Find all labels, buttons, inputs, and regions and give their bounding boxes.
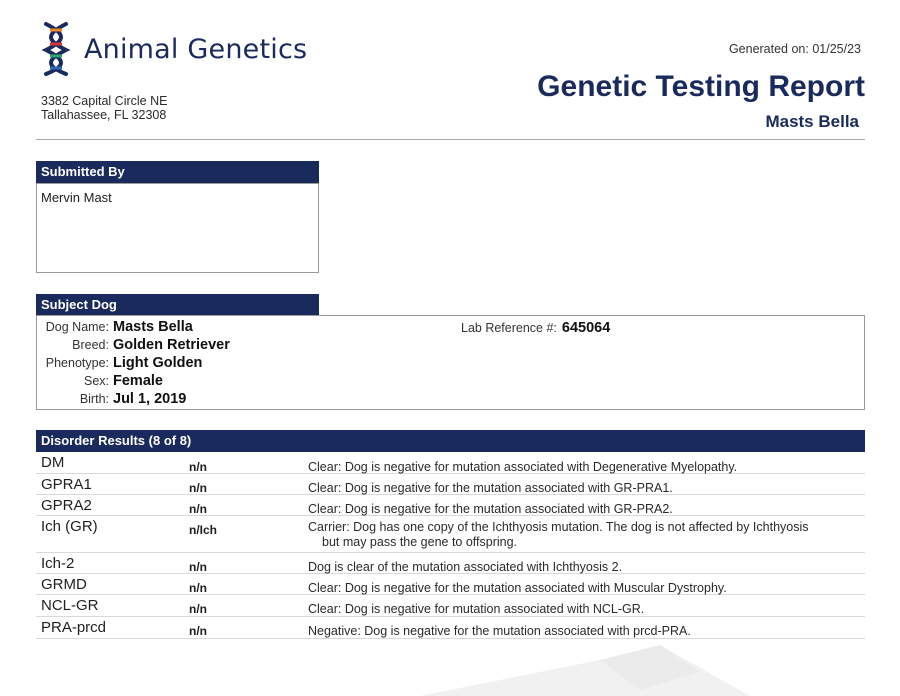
lab-reference-label: Lab Reference #: <box>461 321 557 335</box>
birth-label: Birth: <box>79 392 109 406</box>
disorder-name: Ich-2 <box>41 555 75 572</box>
disorder-result: Clear: Dog is negative for the mutation associated with Muscular Dystrophy. <box>308 581 727 595</box>
disorder-row <box>36 595 865 617</box>
subject-dog-heading: Subject Dog <box>36 294 319 316</box>
dog-name-field <box>37 319 193 335</box>
disorder-result: Negative: Dog is negative for the mutation associated with prcd-PRA. <box>308 624 691 638</box>
disorder-row <box>36 495 865 516</box>
disorder-name: GPRA2 <box>41 497 92 514</box>
breed-label: Breed: <box>72 338 109 352</box>
dna-helix-icon <box>38 20 74 78</box>
disorder-name: NCL-GR <box>41 597 99 614</box>
disorder-row <box>36 516 865 553</box>
disorder-name: Ich (GR) <box>41 518 98 535</box>
sex-label: Sex: <box>83 374 109 388</box>
breed-field <box>37 337 230 353</box>
disorder-result: Dog is clear of the mutation associated with Ichthyosis 2. <box>308 560 623 574</box>
submitted-by-box <box>36 183 319 273</box>
disorder-genotype: n/Ich <box>189 523 218 537</box>
lab-reference-field <box>461 320 610 336</box>
phenotype-label: Phenotype: <box>45 356 109 370</box>
disorder-result <box>308 520 848 550</box>
disorder-result-line-1: Carrier: Dog has one copy of the Ichthyosis mutation. The dog is not affected by Ichthyosis <box>308 520 809 534</box>
disorder-row <box>36 617 865 639</box>
report-title: Genetic Testing Report <box>537 70 865 103</box>
disorder-genotype: n/n <box>189 581 207 595</box>
phenotype-value: Light Golden <box>113 355 203 371</box>
lab-address <box>41 94 167 122</box>
dog-name-label: Dog Name: <box>45 320 109 334</box>
sex-field <box>37 373 163 389</box>
generated-date: Generated on: 01/25/23 <box>728 42 861 56</box>
address-line-2: Tallahassee, FL 32308 <box>41 108 167 122</box>
disorder-results-heading: Disorder Results (8 of 8) <box>36 430 865 452</box>
submitter-name: Mervin Mast <box>41 190 112 205</box>
disorder-name: PRA-prcd <box>41 619 107 636</box>
address-line-1: 3382 Capital Circle NE <box>41 94 168 108</box>
disorder-genotype: n/n <box>189 560 207 574</box>
disorder-genotype: n/n <box>189 460 207 474</box>
disorder-name: GRMD <box>41 576 87 593</box>
brand-logo <box>38 20 307 78</box>
birth-value: Jul 1, 2019 <box>113 391 187 407</box>
phenotype-field <box>37 355 202 371</box>
disorder-results-table <box>36 452 865 639</box>
disorder-result: Clear: Dog is negative for the mutation associated with GR-PRA1. <box>308 481 673 495</box>
lab-reference-value: 645064 <box>561 320 611 336</box>
disorder-result: Clear: Dog is negative for the mutation associated with GR-PRA2. <box>308 502 673 516</box>
disorder-genotype: n/n <box>189 602 207 616</box>
disorder-result: Clear: Dog is negative for mutation associated with NCL-GR. <box>308 602 645 616</box>
disorder-result-line-2: but may pass the gene to offspring. <box>322 535 518 549</box>
birth-field <box>37 391 186 407</box>
brand-name: Animal Genetics <box>84 33 308 65</box>
dog-name-value: Masts Bella <box>113 319 193 335</box>
header-divider <box>36 139 865 140</box>
disorder-name: GPRA1 <box>41 476 92 493</box>
sex-value: Female <box>113 373 163 389</box>
disorder-result: Clear: Dog is negative for mutation associated with Degenerative Myelopathy. <box>308 460 738 474</box>
disorder-genotype: n/n <box>189 624 207 638</box>
disorder-genotype: n/n <box>189 502 207 516</box>
disorder-row <box>36 452 865 474</box>
breed-value: Golden Retriever <box>113 337 230 353</box>
disorder-genotype: n/n <box>189 481 207 495</box>
disorder-row <box>36 574 865 595</box>
submitted-by-heading: Submitted By <box>36 161 319 183</box>
disorder-row <box>36 474 865 495</box>
report-subject-name: Masts Bella <box>765 112 859 131</box>
disorder-row <box>36 553 865 574</box>
disorder-name: DM <box>41 454 65 471</box>
subject-dog-box <box>36 315 865 410</box>
